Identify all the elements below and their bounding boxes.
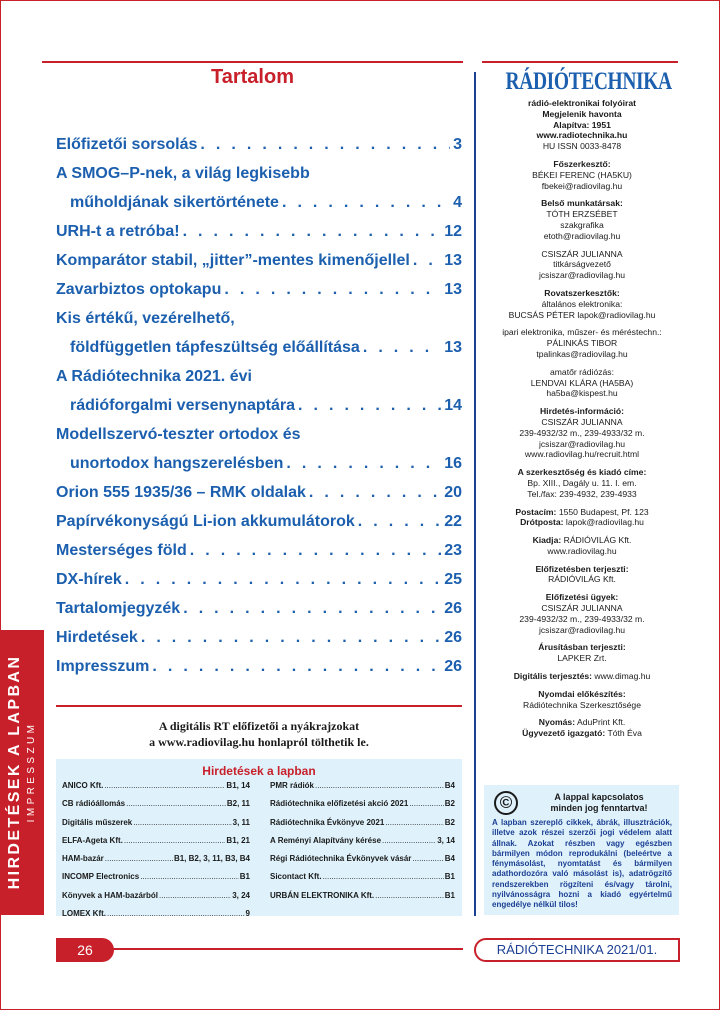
ad-entry[interactable] <box>270 836 455 854</box>
toc-leader-dots <box>358 513 441 531</box>
toc-entry-title: Mesterséges föld <box>56 542 187 559</box>
impressum-line: amatőr rádiózás: <box>549 366 614 377</box>
impressum-publication-info <box>484 98 680 152</box>
ad-entry[interactable] <box>270 781 455 799</box>
ad-entry[interactable] <box>62 909 250 927</box>
impressum-line: RÁDIÓVILÁG Kft. <box>548 574 616 585</box>
ad-entry-pages: 3, 14 <box>437 835 455 845</box>
toc-entry-title: Előfizetői sorsolás <box>56 136 198 153</box>
impressum-heading: A szerkesztőség és kiadó címe: <box>517 467 647 478</box>
ad-entry[interactable] <box>270 854 455 872</box>
impressum-heading: Rovatszerkesztők: <box>544 287 620 298</box>
side-band-sub-label: IMPRESSZUM <box>26 721 37 823</box>
impressum-link[interactable]: www.dimag.hu <box>594 671 651 682</box>
impressum-value: RÁDIÓVILÁG Kft. <box>563 535 632 546</box>
ad-leader-dots <box>126 799 226 808</box>
copyright-heading-line: minden jog fenntartva! <box>550 803 648 813</box>
impressum-industrial-editor <box>484 327 680 359</box>
ad-entry-pages: B1, B2, 3, 11, B3, B4 <box>173 854 250 864</box>
impressum-advertising <box>484 406 680 460</box>
toc-entry-title: földfüggetlen tápfeszültség előállítása <box>70 339 360 356</box>
impressum-line: Bp. XIII., Dagály u. 11. I. em. <box>527 477 637 488</box>
toc-top-rule <box>42 61 463 63</box>
ad-leader-dots <box>382 836 436 845</box>
impressum-line: www.radiotechnika.hu <box>536 130 628 141</box>
impressum-link[interactable]: www.radiovilag.hu <box>547 545 617 556</box>
impressum-key: Nyomás: <box>538 717 576 728</box>
ad-entry-name: URBÁN ELEKTRONIKA Kft. <box>270 890 375 900</box>
impressum-line <box>484 717 680 728</box>
impressum-issn: HU ISSN 0033-8478 <box>542 141 622 152</box>
impressum-staff <box>484 198 680 241</box>
toc-entry[interactable] <box>56 600 462 624</box>
toc-entry-title: A Rádiótechnika 2021. évi <box>56 368 252 385</box>
toc-entry[interactable] <box>56 136 462 160</box>
toc-entry[interactable] <box>56 629 462 653</box>
impressum-value: Tóth Éva <box>607 728 642 739</box>
impressum-line: 239-4932/32 m., 239-4933/32 m. <box>519 613 645 624</box>
impressum-line: 239-4932/32 m., 239-4933/32 m. <box>519 427 645 438</box>
toc-leader-dots <box>183 223 442 241</box>
toc-leader-dots <box>141 629 441 647</box>
impressum-email[interactable]: jcsiszar@radiovilag.hu <box>538 438 626 449</box>
impressum-publisher <box>484 535 680 557</box>
toc-entry-title: Kis értékű, vezérelhető, <box>56 310 235 327</box>
ad-entry[interactable] <box>62 799 250 817</box>
toc-leader-dots <box>363 339 441 357</box>
footer-rule <box>112 948 463 950</box>
ad-entry-name: Sicontact Kft. <box>270 872 322 882</box>
impressum-line: TÓTH ERZSÉBET <box>546 209 618 220</box>
toc-entry[interactable] <box>70 397 462 421</box>
toc-entry-title: Papírvékonyságú Li-ion akkumulátorok <box>56 513 355 530</box>
impressum-heading: Hirdetés-információ: <box>539 406 625 417</box>
ad-entry-pages: 9 <box>245 909 250 919</box>
impressum-line: BUCSÁS PÉTER lapok@radiovilag.hu <box>508 309 656 320</box>
toc-entry-page: 13 <box>444 252 462 269</box>
ad-entry[interactable] <box>62 818 250 836</box>
toc-entry-page: 13 <box>444 339 462 356</box>
toc-entry-page: 20 <box>444 484 462 501</box>
ad-entry-pages: B2, 11 <box>226 799 250 809</box>
ad-leader-dots <box>107 909 245 918</box>
impressum-amateur-radio-editor <box>484 367 680 399</box>
ad-entry-name: HAM-bazár <box>62 854 104 864</box>
impressum-key: Digitális terjesztés: <box>513 671 593 682</box>
impressum-heading: Előfizetési ügyek: <box>545 592 619 603</box>
toc-entry-page: 12 <box>444 223 462 240</box>
impressum-editor-in-chief <box>484 159 680 191</box>
impressum-key: Postacím: <box>515 506 557 517</box>
toc-entry-page: 16 <box>444 455 462 472</box>
impressum-line: PÁLINKÁS TIBOR <box>546 338 618 349</box>
toc-entry[interactable] <box>70 194 462 218</box>
ad-entry-pages: B2 <box>444 817 455 827</box>
impressum-line: LENDVAI KLÁRA (HA5BA) <box>530 377 634 388</box>
impressum-address <box>484 467 680 499</box>
ad-leader-dots <box>375 891 444 900</box>
ad-entry-pages: B2 <box>444 799 455 809</box>
impressum-line: Alapítva: 1951 <box>553 119 611 130</box>
impressum-key: Kiadja: <box>532 535 562 546</box>
ad-leader-dots <box>323 872 444 881</box>
toc-entry-title: Zavarbiztos optokapu <box>56 281 222 298</box>
toc-entry[interactable] <box>56 252 462 276</box>
ad-entry[interactable] <box>62 891 250 909</box>
impressum-heading: Előfizetésben terjeszti: <box>535 563 629 574</box>
impressum-line: BÉKEI FERENC (HA5KU) <box>532 169 632 180</box>
copyright-heading <box>524 792 674 814</box>
impressum-line: általános elektronika: <box>541 298 623 309</box>
impressum-retail-distribution <box>484 642 680 664</box>
toc-entry[interactable] <box>56 368 462 392</box>
impressum-line <box>484 535 680 546</box>
ad-entry-pages: 3, 11 <box>232 817 250 827</box>
toc-entry-title: Orion 555 1935/36 – RMK oldalak <box>56 484 306 501</box>
impressum <box>484 68 680 746</box>
ad-leader-dots <box>104 781 225 790</box>
impressum-section-editors <box>484 288 680 320</box>
ads-index-left-column <box>62 781 250 927</box>
impressum-subscription-matters <box>484 592 680 635</box>
impressum-key: Ügyvezető igazgató: <box>522 728 606 739</box>
copyright-heading-line: A lappal kapcsolatos <box>554 792 644 802</box>
ad-leader-dots <box>409 799 443 808</box>
section-divider <box>56 705 462 707</box>
ad-entry-pages: B4 <box>444 854 455 864</box>
ad-entry-pages: B4 <box>444 781 455 790</box>
ad-entry[interactable] <box>62 781 250 799</box>
toc-entry-title: Hirdetések <box>56 629 138 646</box>
ad-entry-name: Régi Rádiótechnika Évkönyvek vásár <box>270 854 412 864</box>
toc-entry[interactable] <box>56 658 462 682</box>
ad-entry[interactable] <box>62 854 250 872</box>
impressum-line: CSISZÁR JULIANNA <box>541 248 623 259</box>
ad-entry-pages: B1 <box>444 872 455 882</box>
impressum-line: szakgrafika <box>560 219 604 230</box>
toc-leader-dots <box>190 542 441 560</box>
impressum-email[interactable]: tpalinkas@radiovilag.hu <box>536 348 628 359</box>
ads-index-title: Hirdetések a lapban <box>202 764 316 778</box>
toc-leader-dots <box>282 194 450 212</box>
ad-entry[interactable] <box>270 799 455 817</box>
download-note-line: A digitális RT előfizetői a nyákrajzokat <box>158 719 360 733</box>
toc-entry-title: DX-hírek <box>56 571 122 588</box>
toc-leader-dots <box>125 571 441 589</box>
impressum-line <box>484 728 680 739</box>
toc-title: Tartalom <box>211 66 294 88</box>
column-divider <box>474 72 476 916</box>
ads-index-box <box>56 759 462 919</box>
ad-entry-name: Rádiótechnika Évkönyve 2021 <box>270 817 385 827</box>
ad-entry-name: CB rádióállomás <box>62 799 126 809</box>
ad-leader-dots <box>105 854 173 863</box>
ad-entry-pages: B1 <box>444 890 455 900</box>
impressum-subscription-distribution <box>484 564 680 586</box>
impressum-key: Drótposta: <box>520 517 564 528</box>
side-band-text <box>6 655 38 890</box>
impressum-line: Rádiótechnika Szerkesztősége <box>523 699 641 710</box>
download-note <box>56 718 462 750</box>
toc-entry[interactable] <box>70 455 462 479</box>
toc-entry[interactable] <box>56 426 462 450</box>
toc-entry[interactable] <box>56 310 462 334</box>
toc-entry[interactable] <box>56 571 462 595</box>
ad-entry-name: Könyvek a HAM-bazárból <box>62 890 159 900</box>
toc-entry-title: URH-t a retróba! <box>56 223 180 240</box>
toc-leader-dots <box>286 455 441 473</box>
impressum-top-rule <box>482 61 678 63</box>
copyright-text: A lapban szereplő cikkek, ábrák, illusztrációk, illetve azok részei szerzői jogi védelem alatt állnak. Azokat részben vagy egészben bármilyen módon reprodukálni (beleértve a fénymásolást, nyomtatást és bármilyen adathordozóra való másolást is), adatrögzítő rendszerekben rögzíteni és/vagy tárolni, nyilvánosságra hozni a kiadó egyértelmű engedélye nélkül tilos! <box>492 818 672 910</box>
ad-entry-pages: B1 <box>239 872 250 882</box>
toc-entry-page: 26 <box>444 658 462 675</box>
impressum-email[interactable]: jcsiszar@radiovilag.hu <box>538 624 626 635</box>
impressum-line: titkárságvezető <box>553 259 611 270</box>
toc-entry[interactable] <box>56 223 462 247</box>
impressum-value: 1550 Budapest, Pf. 123 <box>558 506 649 517</box>
footer-page-number: 26 <box>56 938 114 962</box>
impressum-heading: Főszerkesztő: <box>553 158 611 169</box>
toc-entry[interactable] <box>70 339 462 363</box>
toc-leader-dots <box>309 484 441 502</box>
footer-magazine-issue: RÁDIÓTECHNIKA 2021/01. <box>474 938 680 962</box>
impressum-line: Megjelenik havonta <box>542 108 622 119</box>
toc-leader-dots <box>183 600 441 618</box>
toc-entry-page: 14 <box>444 397 462 414</box>
impressum-link[interactable]: www.radiovilag.hu/recruit.html <box>524 449 640 460</box>
toc-entry-page: 25 <box>444 571 462 588</box>
toc-entry-title: műholdjának sikertörténete <box>70 194 279 211</box>
impressum-heading: Nyomdai előkészítés: <box>538 688 626 699</box>
toc-entry-title: A SMOG–P-nek, a világ legkisebb <box>56 165 310 182</box>
impressum-line <box>484 517 680 528</box>
impressum-email[interactable]: ha5ba@kispest.hu <box>546 388 618 399</box>
impressum-line: rádió-elektronikai folyóirat <box>528 98 636 108</box>
side-band-main-label: HIRDETÉSEK A LAPBAN <box>6 654 23 890</box>
impressum-secretary <box>484 249 680 281</box>
impressum-email[interactable]: etoth@radiovilag.hu <box>543 230 621 241</box>
ad-leader-dots <box>124 836 226 845</box>
ad-leader-dots <box>159 891 231 900</box>
ad-leader-dots <box>412 854 443 863</box>
ad-leader-dots <box>315 781 444 790</box>
ads-index-right-column <box>270 781 455 909</box>
copyright-box <box>484 785 679 915</box>
ad-leader-dots <box>133 818 231 827</box>
impressum-email[interactable]: fbekei@radiovilag.hu <box>541 180 623 191</box>
ad-entry-name: PMR rádiók <box>270 781 315 790</box>
toc-entry-page: 3 <box>453 136 462 153</box>
impressum-value: AduPrint Kft. <box>576 717 626 728</box>
download-note-line: a www.radiovilag.hu honlapról tölthetik le. <box>149 735 369 749</box>
impressum-line: CSISZÁR JULIANNA <box>541 603 623 614</box>
impressum-line: ipari elektronika, műszer- és méréstechn.: <box>502 327 662 338</box>
impressum-heading: Árusításban terjeszti: <box>538 642 626 653</box>
toc-entry[interactable] <box>56 542 462 566</box>
impressum-line <box>484 507 680 518</box>
toc-entry-page: 22 <box>444 513 462 530</box>
ad-entry[interactable] <box>270 891 455 909</box>
ad-entry-name: LOMEX Kft. <box>62 909 106 919</box>
impressum-line <box>484 671 680 682</box>
ad-entry-pages: B1, 14 <box>226 781 250 790</box>
toc-entry-title: Impresszum <box>56 658 150 675</box>
ad-entry-name: Rádiótechnika előfizetési akció 2021 <box>270 799 409 809</box>
impressum-line: Tel./fax: 239-4932, 239-4933 <box>527 488 637 499</box>
toc-entry-page: 26 <box>444 600 462 617</box>
toc-entry[interactable] <box>56 484 462 508</box>
toc-entry[interactable] <box>56 513 462 537</box>
toc-leader-dots <box>298 397 441 415</box>
toc-entry-title: rádióforgalmi versenynaptára <box>70 397 295 414</box>
toc-leader-dots <box>224 281 441 299</box>
toc-entry-title: Modellszervó-teszter ortodox és <box>56 426 301 443</box>
magazine-logo: RÁDIÓTECHNIKA <box>505 68 672 95</box>
ad-entry-name: ELFA-Ageta Kft. <box>62 835 123 845</box>
ad-entry[interactable] <box>62 836 250 854</box>
toc-entry-page: 4 <box>453 194 462 211</box>
ad-entry-name: INCOMP Electronics <box>62 872 140 882</box>
ad-entry[interactable] <box>270 872 455 890</box>
toc-entry-title: Tartalomjegyzék <box>56 600 181 617</box>
impressum-heading: Belső munkatársak: <box>541 198 623 209</box>
impressum-email[interactable]: lapok@radiovilag.hu <box>565 517 644 528</box>
toc-leader-dots <box>200 136 450 154</box>
toc-entry-page: 26 <box>444 629 462 646</box>
impressum-digital-distribution <box>484 671 680 682</box>
ad-leader-dots <box>140 872 239 881</box>
ad-entry-name: Digitális műszerek <box>62 817 133 827</box>
toc-entry-page: 23 <box>444 542 462 559</box>
ad-entry[interactable] <box>270 818 455 836</box>
ad-entry[interactable] <box>62 872 250 890</box>
impressum-line: CSISZÁR JULIANNA <box>541 416 623 427</box>
toc-entry[interactable] <box>56 281 462 305</box>
copyright-icon: © <box>494 791 518 815</box>
ad-entry-name: ANICO Kft. <box>62 781 104 790</box>
ad-leader-dots <box>385 818 443 827</box>
impressum-printing <box>484 717 680 739</box>
impressum-email[interactable]: jcsiszar@radiovilag.hu <box>538 270 626 281</box>
toc-leader-dots <box>152 658 441 676</box>
ad-entry-name: A Reményi Alapítvány kérése <box>270 835 382 845</box>
toc-entry-page: 13 <box>444 281 462 298</box>
impressum-prepress <box>484 689 680 711</box>
ad-entry-pages: B1, 21 <box>226 835 250 845</box>
impressum-line: LAPKER Zrt. <box>557 653 607 664</box>
impressum-postal <box>484 507 680 529</box>
toc-entry[interactable] <box>56 165 462 189</box>
toc-entry-title: Komparátor stabil, „jitter”-mentes kimenőjellel <box>56 252 410 269</box>
toc-leader-dots <box>413 252 441 270</box>
ad-entry-pages: 3, 24 <box>232 890 250 900</box>
toc-entry-title: unortodox hangszerelésben <box>70 455 284 472</box>
